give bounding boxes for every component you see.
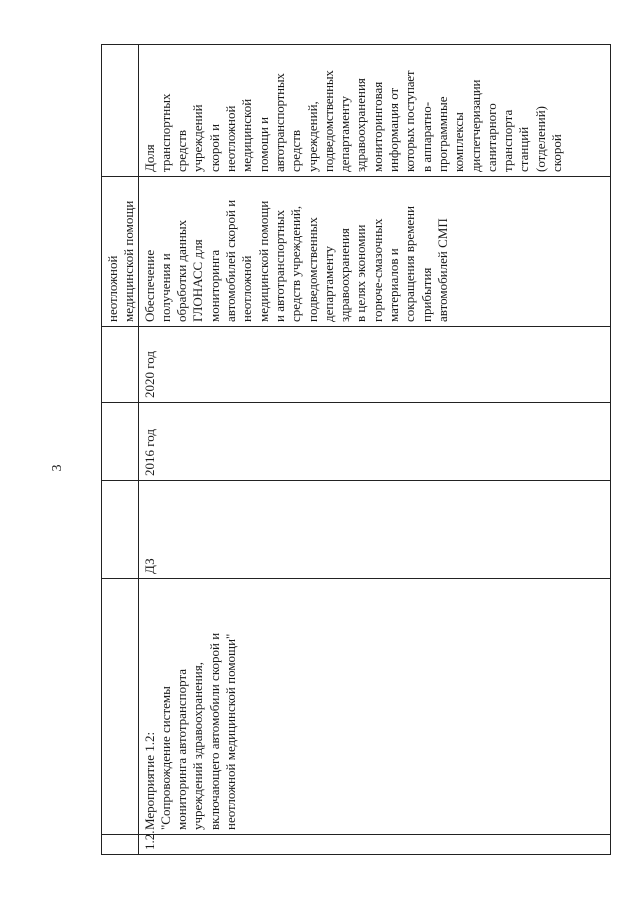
indicator-line: станций bbox=[516, 126, 532, 172]
result-line: в целях экономии bbox=[353, 224, 369, 322]
cell-empty bbox=[102, 835, 139, 855]
table-row bbox=[138, 45, 610, 855]
indicator-line: здравоохранения bbox=[353, 78, 369, 172]
result-line: горюче-смазочных bbox=[369, 218, 385, 322]
indicator-line: медицинской bbox=[239, 98, 255, 172]
header-continuation-cell bbox=[102, 177, 139, 327]
executor-cell bbox=[138, 481, 610, 579]
indicator-line: (отделений) bbox=[532, 105, 548, 172]
indicator-line: в аппаратно- bbox=[418, 101, 434, 172]
cell-empty bbox=[102, 45, 139, 177]
indicator-line: неотложной bbox=[223, 105, 239, 172]
result-line: Обеспечение bbox=[141, 249, 157, 322]
indicator-line: мониторинговая bbox=[369, 81, 385, 172]
result-line: неотложной bbox=[239, 255, 255, 322]
result-cell bbox=[138, 177, 610, 327]
indicator-cell bbox=[138, 45, 610, 177]
indicator-line: автотранспортных bbox=[271, 73, 287, 172]
result-line: и автотранспортных bbox=[271, 209, 287, 322]
row-number-cell bbox=[138, 830, 610, 855]
result-line: обработки данных bbox=[174, 219, 190, 322]
measure-line: "Сопровождение системы bbox=[157, 686, 173, 830]
measure-line: Мероприятие 1.2: bbox=[141, 731, 157, 830]
measure-cell bbox=[138, 579, 610, 835]
result-line: здравоохранения bbox=[337, 228, 353, 322]
indicator-line: учреждений bbox=[190, 104, 206, 172]
indicator-line: транспорта bbox=[500, 109, 516, 172]
indicator-line: диспетчеризации bbox=[467, 79, 483, 172]
result-line: подведомственных bbox=[304, 217, 320, 322]
indicator-line: скорой и bbox=[206, 123, 222, 172]
measures-table bbox=[101, 44, 611, 855]
measure-line: включающего автомобили скорой и bbox=[206, 632, 222, 830]
rotated-table-container bbox=[101, 45, 604, 855]
end-year-text: 2020 год bbox=[141, 351, 157, 398]
indicator-line: помощи и bbox=[255, 116, 271, 172]
indicator-line: подведомственных bbox=[320, 70, 336, 172]
indicator-line: скорой bbox=[549, 134, 565, 172]
measure-line: мониторинга автотранспорта bbox=[174, 668, 190, 830]
indicator-line: Доля bbox=[141, 144, 157, 172]
result-line: получения и bbox=[157, 253, 173, 322]
result-line: сокращения времени bbox=[402, 205, 418, 322]
cell-empty bbox=[102, 579, 139, 835]
cell-empty bbox=[102, 403, 139, 481]
result-line: прибытия bbox=[418, 267, 434, 322]
indicator-line: департаменту bbox=[337, 95, 353, 172]
result-line: медицинской помощи bbox=[255, 200, 271, 322]
row-number: 1.2. bbox=[141, 830, 157, 850]
indicator-line: средств bbox=[288, 129, 304, 172]
indicator-line: санитарного bbox=[483, 103, 499, 172]
result-line: департаменту bbox=[320, 245, 336, 322]
result-line: автомобилей СМП bbox=[434, 218, 450, 322]
indicator-line: которых поступает bbox=[402, 70, 418, 172]
header-line: медицинской помощи bbox=[121, 200, 137, 322]
measure-line: учреждений здравоохранения, bbox=[190, 662, 206, 830]
indicator-line: информация от bbox=[386, 87, 402, 172]
result-line: ГЛОНАСС для bbox=[190, 239, 206, 322]
result-line: мониторинга bbox=[206, 249, 222, 322]
cell-empty bbox=[102, 327, 139, 403]
cell-empty bbox=[102, 481, 139, 579]
indicator-line: транспортных bbox=[157, 93, 173, 172]
indicator-line: средств bbox=[174, 129, 190, 172]
result-line: материалов и bbox=[386, 248, 402, 322]
indicator-line: комплексы bbox=[451, 112, 467, 172]
executor-text: ДЗ bbox=[141, 558, 157, 574]
indicator-line: учреждений, bbox=[304, 101, 320, 172]
header-continuation-row bbox=[102, 45, 139, 855]
result-line: автомобилей скорой и bbox=[223, 199, 239, 322]
indicator-line: программные bbox=[434, 96, 450, 172]
measure-line: неотложной медицинской помощи" bbox=[223, 633, 239, 830]
start-year-text: 2016 год bbox=[141, 429, 157, 476]
start-year-cell bbox=[138, 403, 610, 481]
result-line: средств учреждений, bbox=[288, 205, 304, 322]
page-number: 3 bbox=[50, 464, 65, 472]
header-line: неотложной bbox=[105, 255, 120, 322]
end-year-cell bbox=[138, 327, 610, 403]
